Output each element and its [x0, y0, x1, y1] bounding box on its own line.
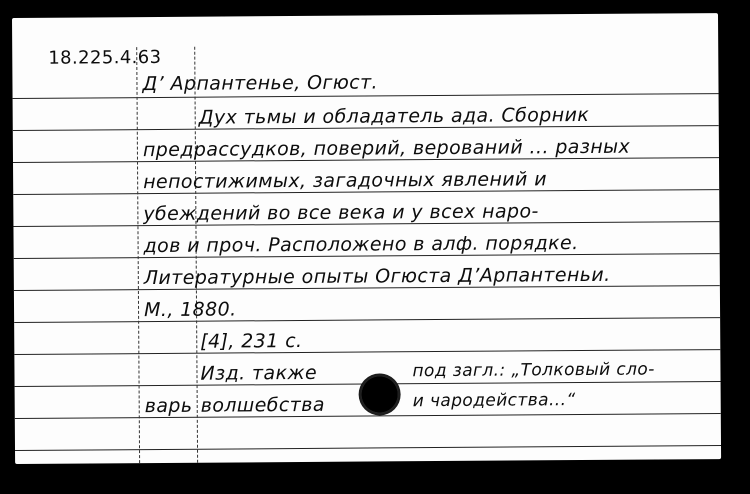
title-line-6: Литературные опыты Огюста Д’Арпантеньи.: [143, 263, 611, 290]
note-word-varia: варь: [144, 394, 193, 418]
ruled-line: [14, 349, 720, 355]
imprint: М., 1880.: [143, 298, 237, 322]
title-line-1: Дух тьмы и обладатель ада. Сборник: [198, 103, 590, 129]
catalog-card: [12, 13, 721, 464]
title-line-3: непостижимых, загадочных явлений и: [143, 168, 547, 194]
note-title-1: под загл.: „Толковый сло-: [412, 359, 655, 382]
ruled-line: [14, 317, 720, 323]
title-line-4: убеждений во все века и у всех наро-: [143, 200, 539, 226]
punch-hole: [358, 373, 400, 415]
author-heading: Д’ Арпантенье, Огюст.: [142, 71, 379, 96]
note-word-magic: волшебства: [200, 393, 325, 417]
title-line-5: дов и проч. Расположено в алф. порядке.: [143, 232, 579, 258]
margin-line-left: [136, 47, 140, 463]
note-title-2: и чародейства...“: [412, 390, 576, 412]
ruled-line: [15, 413, 721, 419]
pagination: [4], 231 с.: [200, 329, 303, 353]
note-start: Изд. также: [200, 361, 318, 385]
ruled-line: [15, 445, 721, 451]
call-number: 18.225.4.63: [48, 46, 162, 69]
ruled-line: [13, 93, 719, 99]
title-line-2: предрассудков, поверий, верований ... разных: [142, 135, 631, 162]
